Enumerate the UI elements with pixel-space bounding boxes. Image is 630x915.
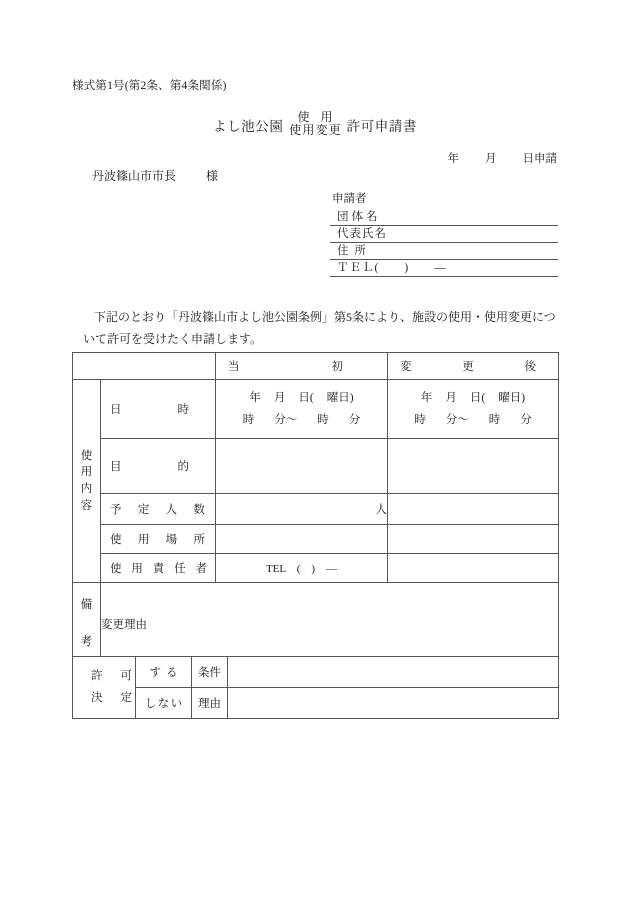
header-original-part2: 初 [331,361,343,373]
date-year-label: 年 [447,153,459,165]
datetime-label-char-0: 日 [110,404,122,416]
applicant-field-representative[interactable] [330,226,558,243]
request-paragraph-line2: いて許可を受けたく申請します。 [83,332,263,347]
notes-label [73,583,101,666]
request-paragraph [72,306,558,350]
title-alternatives [286,111,343,138]
header-original-cell [216,353,388,380]
decision-choice-deny[interactable]: しない [136,688,192,719]
header-changed-part2: 更 [462,361,474,373]
row-label-attendance [101,494,216,525]
decision-choice-approve[interactable]: する [136,657,192,688]
group-label-char-2: 内 [80,483,93,495]
table-row-venue [73,525,559,554]
title-option-use: 使用 [297,110,344,124]
applicant-field-organization[interactable] [330,209,558,226]
permit-decision-table [72,656,559,719]
row-label-datetime [101,380,216,439]
application-date-line [448,150,558,166]
applicant-block [330,190,558,277]
datetime-label-char-1: 時 [177,404,189,416]
datetime-changed-time-line: 時 分〜 時 分 [414,414,532,426]
table-row-purpose [73,439,559,494]
title-option-use-change: 使用変更 [289,123,342,138]
table-row-responsible-person [73,554,559,583]
attendance-changed-cell[interactable] [388,494,559,525]
responsible-label-char-3: 任 [174,563,186,575]
representative-name-label: 代表氏名 [337,227,387,240]
venue-label-char-3: 所 [193,534,205,546]
datetime-changed-cell[interactable] [388,380,559,439]
venue-label-char-1: 用 [137,534,150,546]
addressee-honorific: 様 [206,169,219,183]
venue-original-cell[interactable] [216,525,388,554]
responsible-changed-cell[interactable] [388,554,559,583]
change-reason-label: 変更理由 [101,619,147,631]
request-paragraph-line1: 下記のとおり「丹波篠山市よし池公園条例」第5条により、施設の使用・使用変更につ [94,310,556,324]
responsible-label-char-1: 用 [131,563,143,575]
usage-details-table [72,352,559,666]
purpose-label-char-1: 的 [177,461,189,473]
decision-reason-value[interactable] [228,688,559,719]
header-changed-part3: 後 [524,361,536,373]
purpose-original-cell[interactable] [216,439,388,494]
decision-kind-reason: 理由 [192,688,228,719]
row-label-venue [101,525,216,554]
attendance-label-char-1: 定 [137,504,150,516]
group-label-char-0: 使 [80,449,93,462]
datetime-original-cell[interactable] [216,380,388,439]
datetime-changed-date-line: 年 月 日( 曜日) [420,391,526,404]
applicant-field-address[interactable] [330,243,558,260]
applicant-field-tel[interactable] [330,260,558,277]
header-original-part1: 当 [228,361,240,373]
group-label-char-1: 用 [80,466,93,479]
datetime-original-time-line: 時 分〜 時 分 [242,414,361,426]
attendance-label-char-0: 予 [110,504,122,516]
organization-name-label: 団体名 [337,210,381,223]
header-changed-cell [388,353,559,380]
attendance-label-char-3: 数 [193,504,205,516]
responsible-label-char-2: 責 [152,563,165,575]
table-row-notes [73,583,559,666]
tel-label: ＴＥＬ( ) ― [337,261,447,274]
venue-changed-cell[interactable] [388,525,559,554]
decision-label [73,657,136,719]
notes-content-cell[interactable] [101,583,559,666]
row-label-purpose [101,439,216,494]
header-blank-cell [73,353,216,380]
venue-label-char-2: 場 [165,534,178,546]
usage-content-group-label [73,380,101,583]
decision-row-deny [73,688,559,719]
row-label-responsible-person [101,554,216,583]
decision-row-approve [73,657,559,688]
title-suffix: 許可申請書 [346,119,417,135]
purpose-changed-cell[interactable] [388,439,559,494]
date-month-label: 月 [485,153,497,165]
notes-label-char-1: 考 [80,636,93,648]
venue-label-char-0: 使 [110,534,122,546]
responsible-original-cell[interactable]: TEL ( ) ― [216,554,388,583]
group-label-char-3: 容 [80,499,93,512]
date-day-apply-label: 日申請 [522,153,557,165]
header-changed-part1: 変 [400,361,412,373]
decision-kind-condition: 条件 [192,657,228,688]
decision-condition-value[interactable] [228,657,559,688]
purpose-label-char-0: 目 [110,461,122,473]
applicant-heading: 申請者 [332,193,367,205]
datetime-original-date-line: 年 月 日( 曜日) [249,391,354,404]
form-number: 様式第1号(第2条、第4条関係) [72,80,227,92]
addressee-name: 丹波篠山市市長 [92,169,177,183]
decision-label-line2: 決 定 [91,692,132,704]
addressee-line [92,167,218,184]
address-label: 住所 [337,244,372,257]
table-header-row [73,353,559,380]
title-prefix: よし池公園 [212,119,284,135]
notes-label-char-0: 備 [80,598,93,611]
form-title [0,112,630,139]
table-row-datetime [73,380,559,439]
responsible-label-char-0: 使 [110,563,122,575]
responsible-label-char-4: 者 [195,563,207,575]
decision-label-line1: 許 可 [91,669,132,682]
attendance-label-char-2: 人 [165,504,178,516]
attendance-original-cell[interactable]: 人 [216,494,388,525]
table-row-attendance [73,494,559,525]
